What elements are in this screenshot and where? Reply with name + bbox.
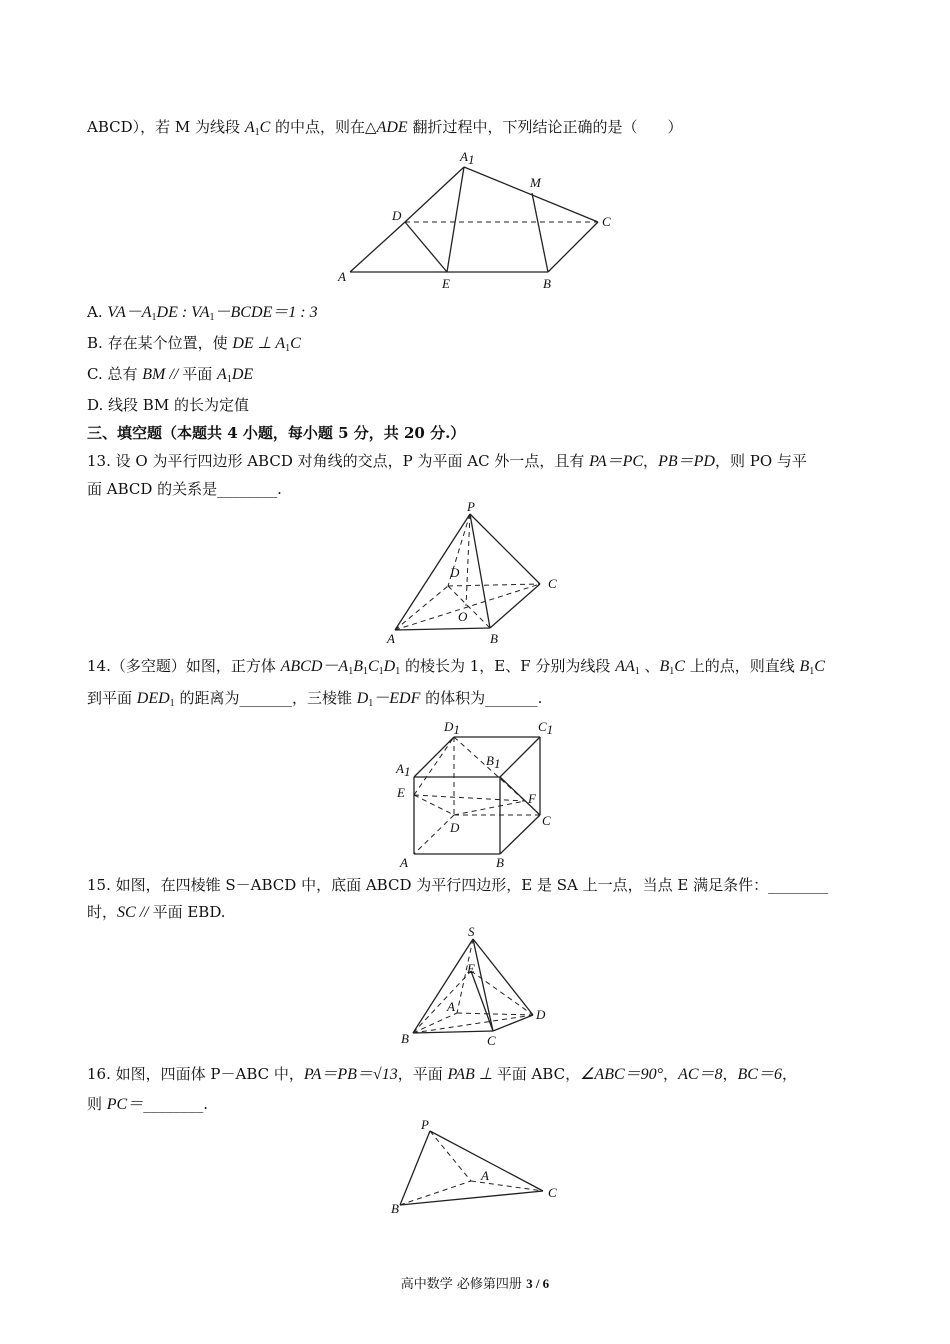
option-b-math [232,335,300,352]
math-part: C [674,658,685,675]
label-a1: A1 [460,149,475,167]
edge-p-b [400,1131,430,1205]
math-part: DE : VA [156,304,210,321]
q14-text: 14.（多空题）如图，正方体 [87,657,281,675]
edge-a-b [395,628,490,630]
q15-text: 平面 EBD. [152,903,226,921]
q16-math-pc: PC＝ [106,1096,144,1113]
label-p: P [467,499,475,514]
math-sub: 1 [362,666,368,677]
math-part: B [799,658,810,675]
edge-e-d1-dashed [414,737,454,795]
q12-option-c [87,364,253,390]
math-sub: 1 [634,666,640,677]
q15-text: 时， [87,903,118,921]
label-c: C [602,214,611,229]
option-text: 平面 [182,365,218,383]
edge-d-a [350,222,405,272]
q13-math-pb-pd: PB＝PD [658,453,715,470]
edge-s-b [413,939,473,1033]
q13-figure [380,500,580,650]
q14-math-d1edf [357,690,421,707]
edge-d-e [405,222,447,272]
q12-option-a [87,302,318,328]
q12-stem-math-ade: ADE [376,119,408,136]
math-part: D [383,658,396,675]
edge-m-b [532,193,548,272]
edge-p-o-dashed [466,514,470,606]
edge-b-c [548,222,598,272]
q13-line-2: 面 ABCD 的关系是________. [87,480,282,498]
q14-text: 的体积为_______. [420,689,543,707]
q14-figure [390,715,570,870]
edge-e-d-dashed [414,795,454,815]
label-a: A [338,269,346,284]
q16-text: ， [722,1065,738,1083]
label-d: D [450,565,460,580]
math-sub: 1 [368,698,374,709]
option-a-math [107,304,317,321]
math-sub: 1 [348,666,354,677]
option-letter: D. [87,396,109,414]
math-part: C [814,658,825,675]
q13-text: 13. 设 O 为平行四边形 ABCD 对角线的交点，P 为平面 AC 外一点，且有 [87,452,590,470]
label-f: F [528,791,536,806]
label-m: M [530,175,541,190]
math-part: －BCDE＝1 : 3 [214,304,318,321]
math-part: －EDF [373,690,421,707]
label-a1: A1 [396,761,411,779]
math-sub: 1 [226,374,232,385]
option-text: 总有 [107,365,143,383]
math-sub: 1 [395,666,401,677]
section-3-title: 三、填空题（本题共 4 小题，每小题 5 分，共 20 分.） [87,424,466,442]
edge-p-a-dashed [430,1131,471,1181]
option-letter: A. [87,303,108,321]
label-a: A [481,1168,489,1183]
q14-text: 上的点，则直线 [684,657,800,675]
q12-stem-text-2: 的中点，则在△ [270,118,377,136]
label-b: B [543,276,551,291]
edge-c-d [493,1015,533,1031]
option-letter: B. [87,334,108,352]
label-a: A [447,999,455,1014]
math-part: VA－A [107,304,152,321]
edge-a-d-dashed [395,586,448,630]
q14-text: 的棱长为 1，E、F 分别为线段 [400,657,616,675]
page-footer [0,1273,950,1292]
q16-math-bc: BC＝6 [737,1066,782,1083]
edge-b-d-dashed [413,1015,533,1033]
q12-option-b [87,333,301,359]
q16-line-1 [87,1064,797,1085]
q16-math-pa-pb: PA＝PB＝√13 [303,1066,398,1083]
label-s: S [468,924,475,939]
math-sub: 1 [285,343,291,354]
edge-d1-f-dashed [454,737,525,801]
label-d1: D1 [444,719,460,737]
label-a: A [387,631,395,646]
q14-text: 的距离为_______，三棱锥 [174,689,357,707]
q14-line-1 [87,656,825,682]
q14-text: 到平面 [87,689,137,707]
math-sub: 1 [669,666,675,677]
math-c: C [259,119,271,136]
edge-c1-b1 [500,737,540,777]
option-c-math-2 [217,366,253,383]
edge-b-c [490,584,540,628]
label-c: C [548,576,557,591]
footer-text: 高中数学 必修第四册 [400,1277,527,1292]
math-sub: 1 [209,312,215,323]
q16-text: 则 [87,1095,107,1113]
edge-d1-a1 [414,737,454,777]
page-number: 3 / 6 [526,1276,550,1291]
q14-math-aa1 [615,658,640,675]
q16-text: ，平面 [397,1065,448,1083]
edge-d-a-dashed [414,815,454,854]
label-b: B [391,1201,399,1216]
edge-s-a-dashed [457,939,473,1013]
option-text: 线段 BM 的长为定值 [108,396,249,414]
edge-b-e-dashed [413,971,471,1033]
q15-math-sc: SC // [117,904,153,921]
label-p: P [421,1117,429,1132]
edge-d-f-dashed [454,801,525,815]
edge-a-d-dashed [457,1013,533,1015]
option-text: 存在某个位置，使 [107,334,233,352]
q16-math-angle: ∠ABC＝90° [580,1066,664,1083]
label-e: E [442,276,450,291]
label-b: B [490,631,498,646]
q12-option-d [87,395,249,415]
label-e: E [397,785,405,800]
label-c: C [548,1185,557,1200]
option-letter: C. [87,365,108,383]
label-e: E [467,961,475,976]
q16-text: 16. 如图，四面体 P－ABC 中， [87,1065,304,1083]
q14-math-cube [281,658,401,675]
label-a: A [400,855,408,870]
label-d: D [450,820,460,835]
label-b: B [401,1031,409,1046]
q14-text: 、 [639,657,660,675]
edge-a1-e [447,167,464,272]
edge-d-c-dashed [448,584,540,586]
q14-math-b1c-2 [800,658,825,675]
edge-a-c-dashed [395,584,540,630]
math-part: AA [615,658,635,675]
label-d: D [392,208,402,223]
math-part: DED [136,690,170,707]
edge-e-d-dashed [471,971,533,1015]
math-part: ABCD－A [280,658,349,675]
math-sub: 1 [254,127,260,138]
math-part: B [353,658,363,675]
q15-line-1: 15. 如图，在四棱锥 S－ABCD 中，底面 ABCD 为平行四边形，E 是 SA 上一点，当点 E 满足条件：________ [87,876,829,894]
q13-math-pa-pc: PA＝PC [589,453,644,470]
q16-text: ________. [143,1095,209,1113]
math-a: A [244,119,255,136]
label-o: O [458,609,468,624]
q12-figure [330,145,620,295]
q16-math-ac: AC＝8 [678,1066,723,1083]
math-part: C [290,335,301,352]
q15-line-2 [87,902,226,923]
q15-figure [395,925,560,1050]
label-b1: B1 [486,753,501,771]
math-part: DE ⊥ A [232,335,286,352]
math-sub: 1 [151,312,157,323]
math-sub: 1 [809,666,815,677]
edge-a1-d [405,167,464,222]
q16-text: ， [663,1065,679,1083]
q12-stem-text-1: ABCD），若 M 为线段 [87,118,245,136]
label-d: D [536,1007,546,1022]
option-c-math: BM // [142,366,183,383]
q13-line-1 [87,451,807,472]
q16-text: ， [781,1065,797,1083]
label-b: B [496,855,504,870]
q12-stem-math-a1c [245,119,270,136]
q13-text: ， [643,452,659,470]
q16-line-2 [87,1094,208,1115]
q12-stem [87,117,682,143]
q14-line-2 [87,688,542,714]
edge-e-f-dashed [414,795,525,801]
math-part: D [356,690,369,707]
q13-text: ，则 PO 与平 [714,452,807,470]
math-part: C [367,658,379,675]
math-part: B [659,658,670,675]
edge-b-c [500,815,540,854]
math-sub: 1 [378,666,384,677]
label-c: C [542,813,551,828]
label-c: C [487,1033,496,1048]
q16-figure [385,1115,570,1220]
edge-s-d [473,939,533,1015]
q14-math-ded1 [137,690,175,707]
q12-stem-text-3: 翻折过程中，下列结论正确的是（ ） [407,118,683,136]
label-c1: C1 [538,719,554,737]
math-part: DE [231,366,254,383]
q16-math-pab: PAB ⊥ [447,1066,497,1083]
q16-text: 平面 ABC， [496,1065,581,1083]
q14-math-b1c [660,658,685,675]
math-sub: 1 [169,698,175,709]
math-part: A [217,366,227,383]
